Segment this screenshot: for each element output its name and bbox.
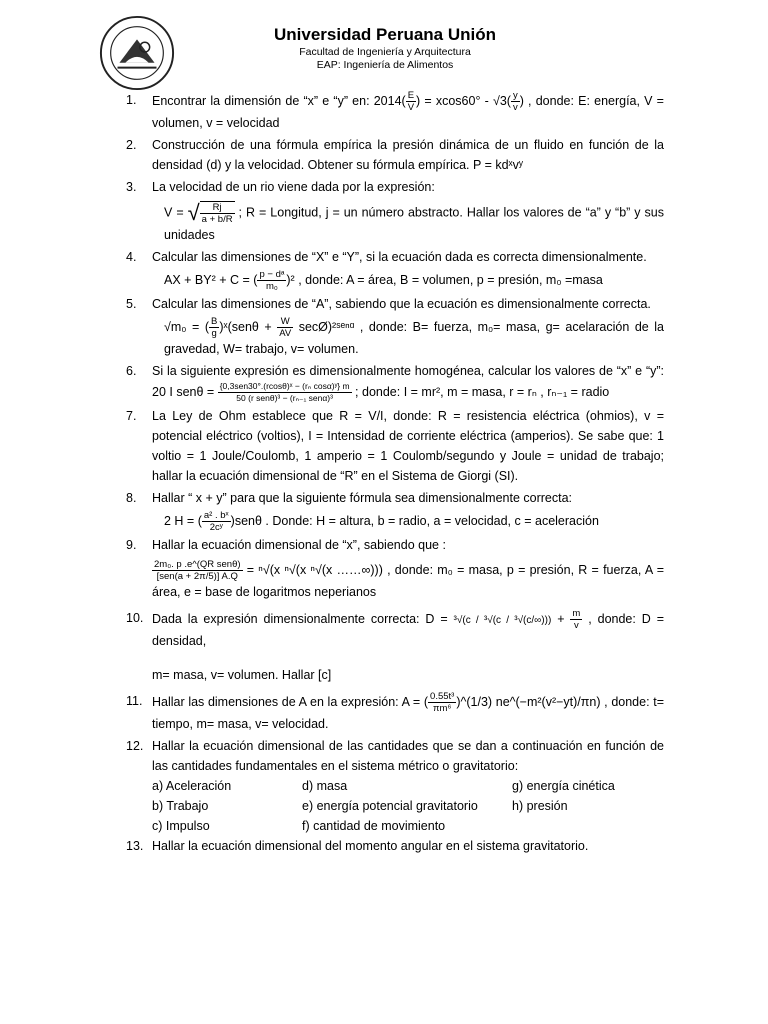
exercise-9: 9. Hallar la ecuación dimensional de “x”, sabiendo que : $\frac{\text{2m₀. p .e\textasciicircum{}(QR senθ)}}{\text{[sen(a + 2π/5)] A.Q}}$ = ⁿ√(x ⁿ√(x ⁿ√(x ……∞))) , donde: m₀ = masa, p = presión, R = fuerza, A = área, e = base de logaritmos neperianos bbox=[126, 538, 664, 599]
option: c) Impulso bbox=[152, 819, 210, 833]
university-seal-icon bbox=[98, 14, 176, 92]
exercise-10: 10. Dada la expresión dimensionalmente correcta: D = ³√(c / ³√(c / ³√(c/∞))) + $\frac{m}{v}$ , donde: D = densidad, m= masa, v= volumen. Hallar [c] bbox=[126, 608, 664, 682]
exercise-13: 13. Hallar la ecuación dimensional del momento angular en el sistema gravitatorio. bbox=[126, 839, 589, 853]
exercise-2: 2. Construcción de una fórmula empírica la presión dinámica de un fluido en función de la densidad (d) y la velocidad. Obtener su fórmula empírica. P = kdˣvʸ bbox=[126, 138, 664, 172]
exercise-7: 7. La Ley de Ohm establece que R = V/I, donde: R = resistencia eléctrica (ohmios), v = potencial eléctrico (voltios), I = Intensidad de corriente eléctrica (amperios). Se sabe que: 1 voltio = 1 Joule/Coulomb, 1 amperio = 1 Coulomb/segundo y Joule = unidad de trabajo; hallar la ecuación dimensional de “R” en el Sistema de Giorgi (SI). bbox=[126, 409, 664, 483]
exercise-8: 8. Hallar “ x + y” para que la siguiente fórmula sea dimensionalmente correcta: 2 H = ( $\frac{\text{a² . bˣ}}{\text{2cʸ}}$ )senθ . Donde: H = altura, b = radio, a = velocidad, c = aceleración bbox=[126, 491, 599, 533]
option bbox=[512, 816, 672, 836]
option: g) energía cinética bbox=[512, 779, 615, 793]
options-grid bbox=[152, 776, 664, 836]
exercise-4: 4. Calcular las dimensiones de “X” e “Y”, si la ecuación dada es correcta dimensionalmente. AX + BY² + C = ( $\frac{\text{p − dᵃ}}{\text{m₀}}$ )² , donde: A = área, B = volumen, p = presión, m₀ =masa bbox=[126, 250, 647, 292]
university-name: Universidad Peruana Unión bbox=[274, 25, 496, 44]
exercise-6: 6. Si la siguiente expresión es dimensionalmente homogénea, calcular los valores de “x” e “y”: 20 I senθ = $\frac{\text{\{0,3sen30°.(rcosθ)ˣ − (rₙ cosα)ʸ\} m}}{\text{50 (r senθ)³ − (rₙ₋₁ senα)³}}$ ; donde: I = mr², m = masa, r = rₙ , rₙ₋₁ = radio bbox=[126, 364, 664, 403]
exercise-list bbox=[126, 90, 664, 856]
option: h) presión bbox=[512, 799, 568, 813]
exercise-12: 12. Hallar la ecuación dimensional de las cantidades que se dan a continuación en función de las cantidades fundamentales en el sistema métrico o gravitatorio: a) Aceleración d) masa g) energía cinética b) Trabajo e) energía potencial gravitatorio h) presión c) Impulso f) cantidad de movimiento bbox=[126, 736, 664, 836]
exercise-11: 11. Hallar las dimensiones de A en la expresión: A = ( $\frac{\text{0.55t³}}{\text{πm⁶}}$ )^(1/3) ne^(−m²(v²−yt)/πn) , donde: t= tiempo, m= masa, v= velocidad. bbox=[126, 691, 664, 731]
option: b) Trabajo bbox=[152, 799, 209, 813]
faculty-name: Facultad de Ingeniería y Arquitectura bbox=[299, 46, 471, 58]
option: e) energía potencial gravitatorio bbox=[302, 799, 478, 813]
exercise-3: 3. La velocidad de un rio viene dada por la expresión: V = √ $\frac{Rj}{a + b/R}$ ; R = Longitud, j = un número abstracto. Hallar los valores de “a” y “b” y sus unidades bbox=[126, 180, 664, 242]
school-name: EAP: Ingeniería de Alimentos bbox=[316, 59, 454, 71]
exercise-5: 5. Calcular las dimensiones de “A”, sabiendo que la ecuación es dimensionalmente correcta. √m₀ = ( $\frac{B}{g}$ )ˣ(senθ + $\frac{W}{AV}$ secØ)²ˢᵉⁿᵅ , donde: B= fuerza, m₀= masa, g= acelaración de la gravedad, W= trabajo, v= volumen. bbox=[126, 297, 664, 356]
document-header bbox=[200, 24, 570, 72]
option: d) masa bbox=[302, 779, 348, 793]
option: a) Aceleración bbox=[152, 779, 232, 793]
exercise-1: 1. Encontrar la dimensión de “x” e “y” en: 2014( $\frac{E}{V}$ ) = xcos60° - √3( $\frac{y}{v}$ ) , donde: E: energía, V = volumen, v = velocidad bbox=[126, 90, 664, 130]
option: f) cantidad de movimiento bbox=[302, 819, 446, 833]
